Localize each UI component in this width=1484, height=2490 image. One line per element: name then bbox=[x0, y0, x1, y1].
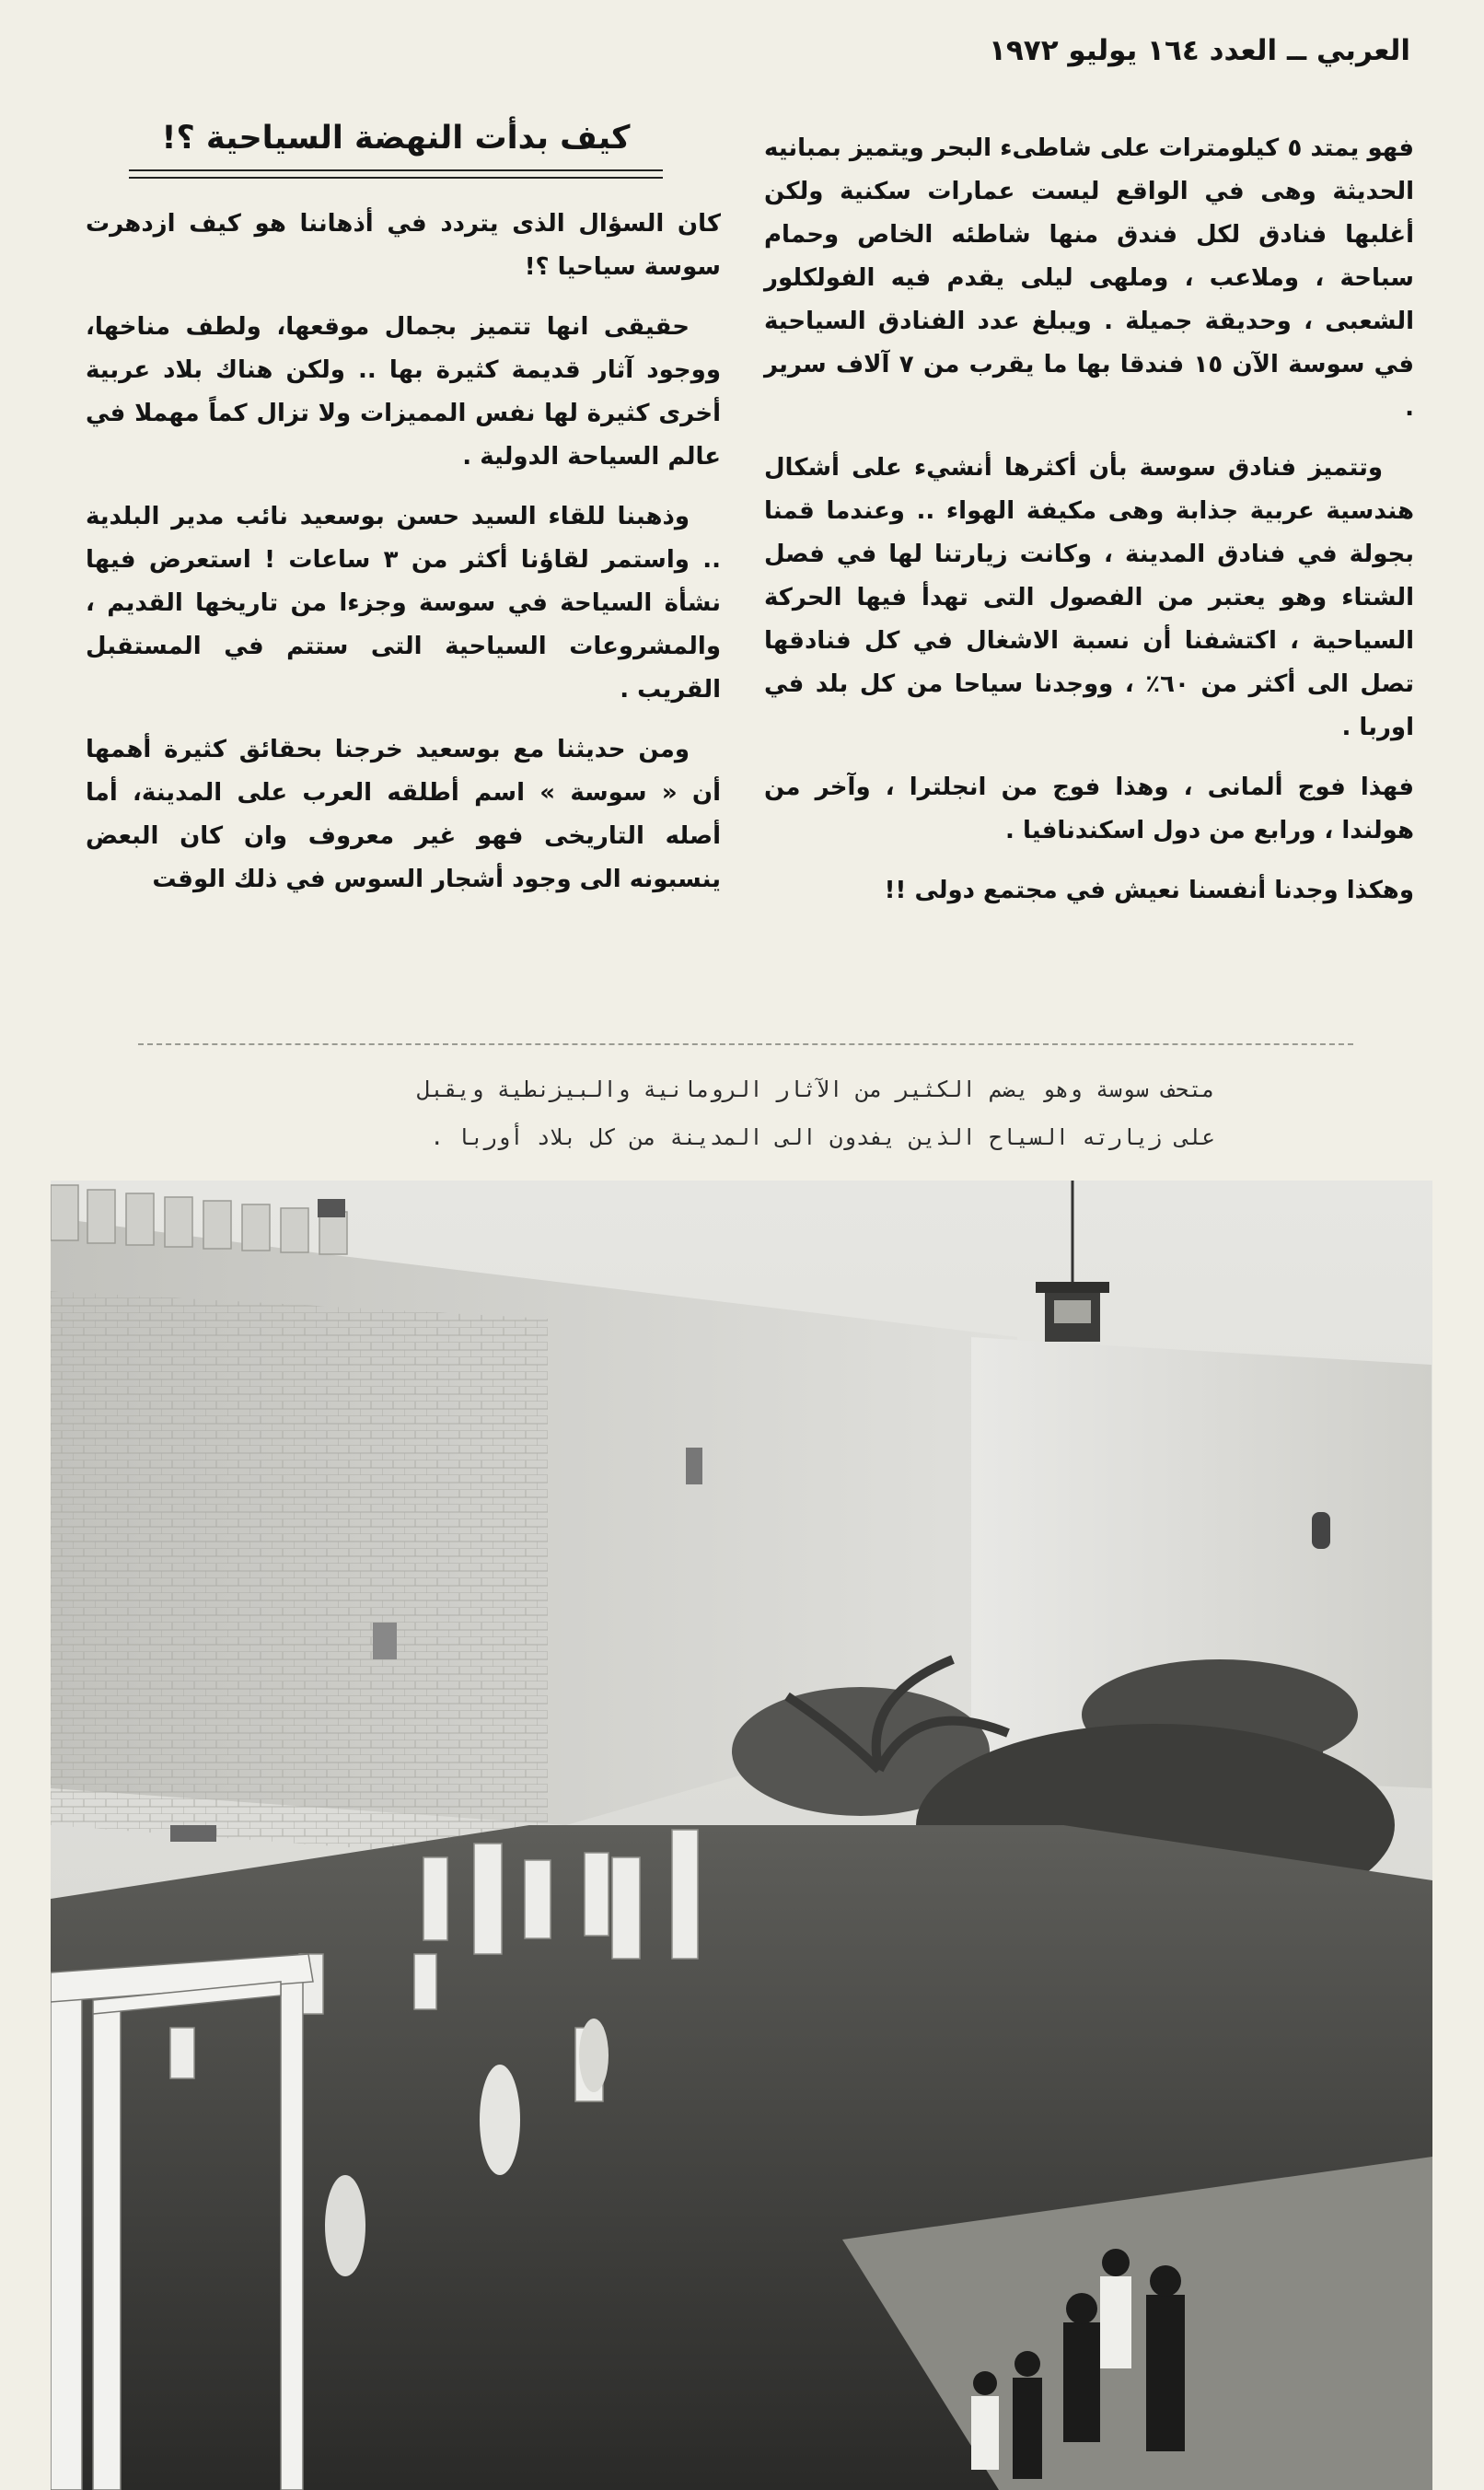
section-title: كيف بدأت النهضة السياحية ؟! bbox=[161, 120, 631, 157]
page-header: العربي ــ العدد ١٦٤ يوليو ١٩٧٢ bbox=[988, 34, 1410, 67]
right-column bbox=[764, 127, 1414, 929]
caption-line-1: متحف سوسة وهو يضم الكثير من الآثار الرومانية والبيزنطية ويقبل bbox=[417, 1076, 1215, 1102]
museum-photo bbox=[51, 1181, 1432, 2490]
left-paragraph-2: حقيقى انها تتميز بجمال موقعها، ولطف مناخها، ووجود آثار قديمة كثيرة بها .. ولكن هناك بلاد عربية أخرى كثيرة لها نفس المميزات ولا تزال كماً مهملا في عالم السياحة الدولية . bbox=[86, 313, 721, 471]
left-paragraph-3: وذهبنا للقاء السيد حسن بوسعيد نائب مدير البلدية .. واستمر لقاؤنا أكثر من ٣ ساعات ! استعرض فيها نشأة السياحة في سوسة وجزءا من تاريخها القديم ، والمشروعات السياحية التى ستتم في المستقبل القريب . bbox=[86, 503, 721, 704]
right-paragraph-4: وهكذا وجدنا أنفسنا نعيش في مجتمع دولى !! bbox=[884, 877, 1414, 904]
right-paragraph-2: وتتميز فنادق سوسة بأن أكثرها أنشيء على أشكال هندسية عربية جذابة وهى مكيفة الهواء .. وعندما قمنا بجولة في فنادق المدينة ، وكانت زيارتنا لها في فصل الشتاء وهو يعتبر من الفصول التى تهدأ فيها الحركة السياحية ، اكتشفنا أن نسبة الاشغال في كل فنادقها تصل الى أكثر من ٦٠٪ ، ووجدنا سياحا من كل بلد في اوربا . bbox=[764, 454, 1414, 741]
right-paragraph-3: فهذا فوج ألمانى ، وهذا فوج من انجلترا ، وآخر من هولندا ، ورابع من دول اسكندنافيا . bbox=[764, 774, 1414, 844]
title-underline bbox=[129, 169, 663, 179]
left-column bbox=[86, 203, 721, 918]
caption-line-2: على زيارته السياح الذين يفدون الى المدينة من كل بلاد أوربا . bbox=[430, 1124, 1215, 1150]
right-paragraph-1: فهو يمتد ٥ كيلومترات على شاطىء البحر ويتميز بمبانيه الحديثة وهى في الواقع ليست عمارات سكنية ولكن أغلبها فنادق لكل فندق منها شاطئه الخاص وحمام سباحة ، وملاعب ، وملهى ليلى يقدم فيه الفولكلور الشعبى ، وحديقة جميلة . ويبلغ عدد الفنادق السياحية في سوسة الآن ١٥ فندقا بها ما يقرب من ٧ آلاف سرير . bbox=[764, 134, 1415, 422]
photo-caption bbox=[276, 1065, 1215, 1161]
left-paragraph-1: كان السؤال الذى يتردد في أذهاننا هو كيف ازدهرت سوسة سياحيا ؟! bbox=[86, 210, 721, 281]
dashed-separator bbox=[138, 1043, 1353, 1045]
left-paragraph-4: ومن حديثنا مع بوسعيد خرجنا بحقائق كثيرة أهمها أن « سوسة » اسم أطلقه العرب على المدينة، أما أصله التاريخى فهو غير معروف وان كان البعض ينسبونه الى وجود أشجار السوس في ذلك الوقت bbox=[86, 736, 721, 893]
